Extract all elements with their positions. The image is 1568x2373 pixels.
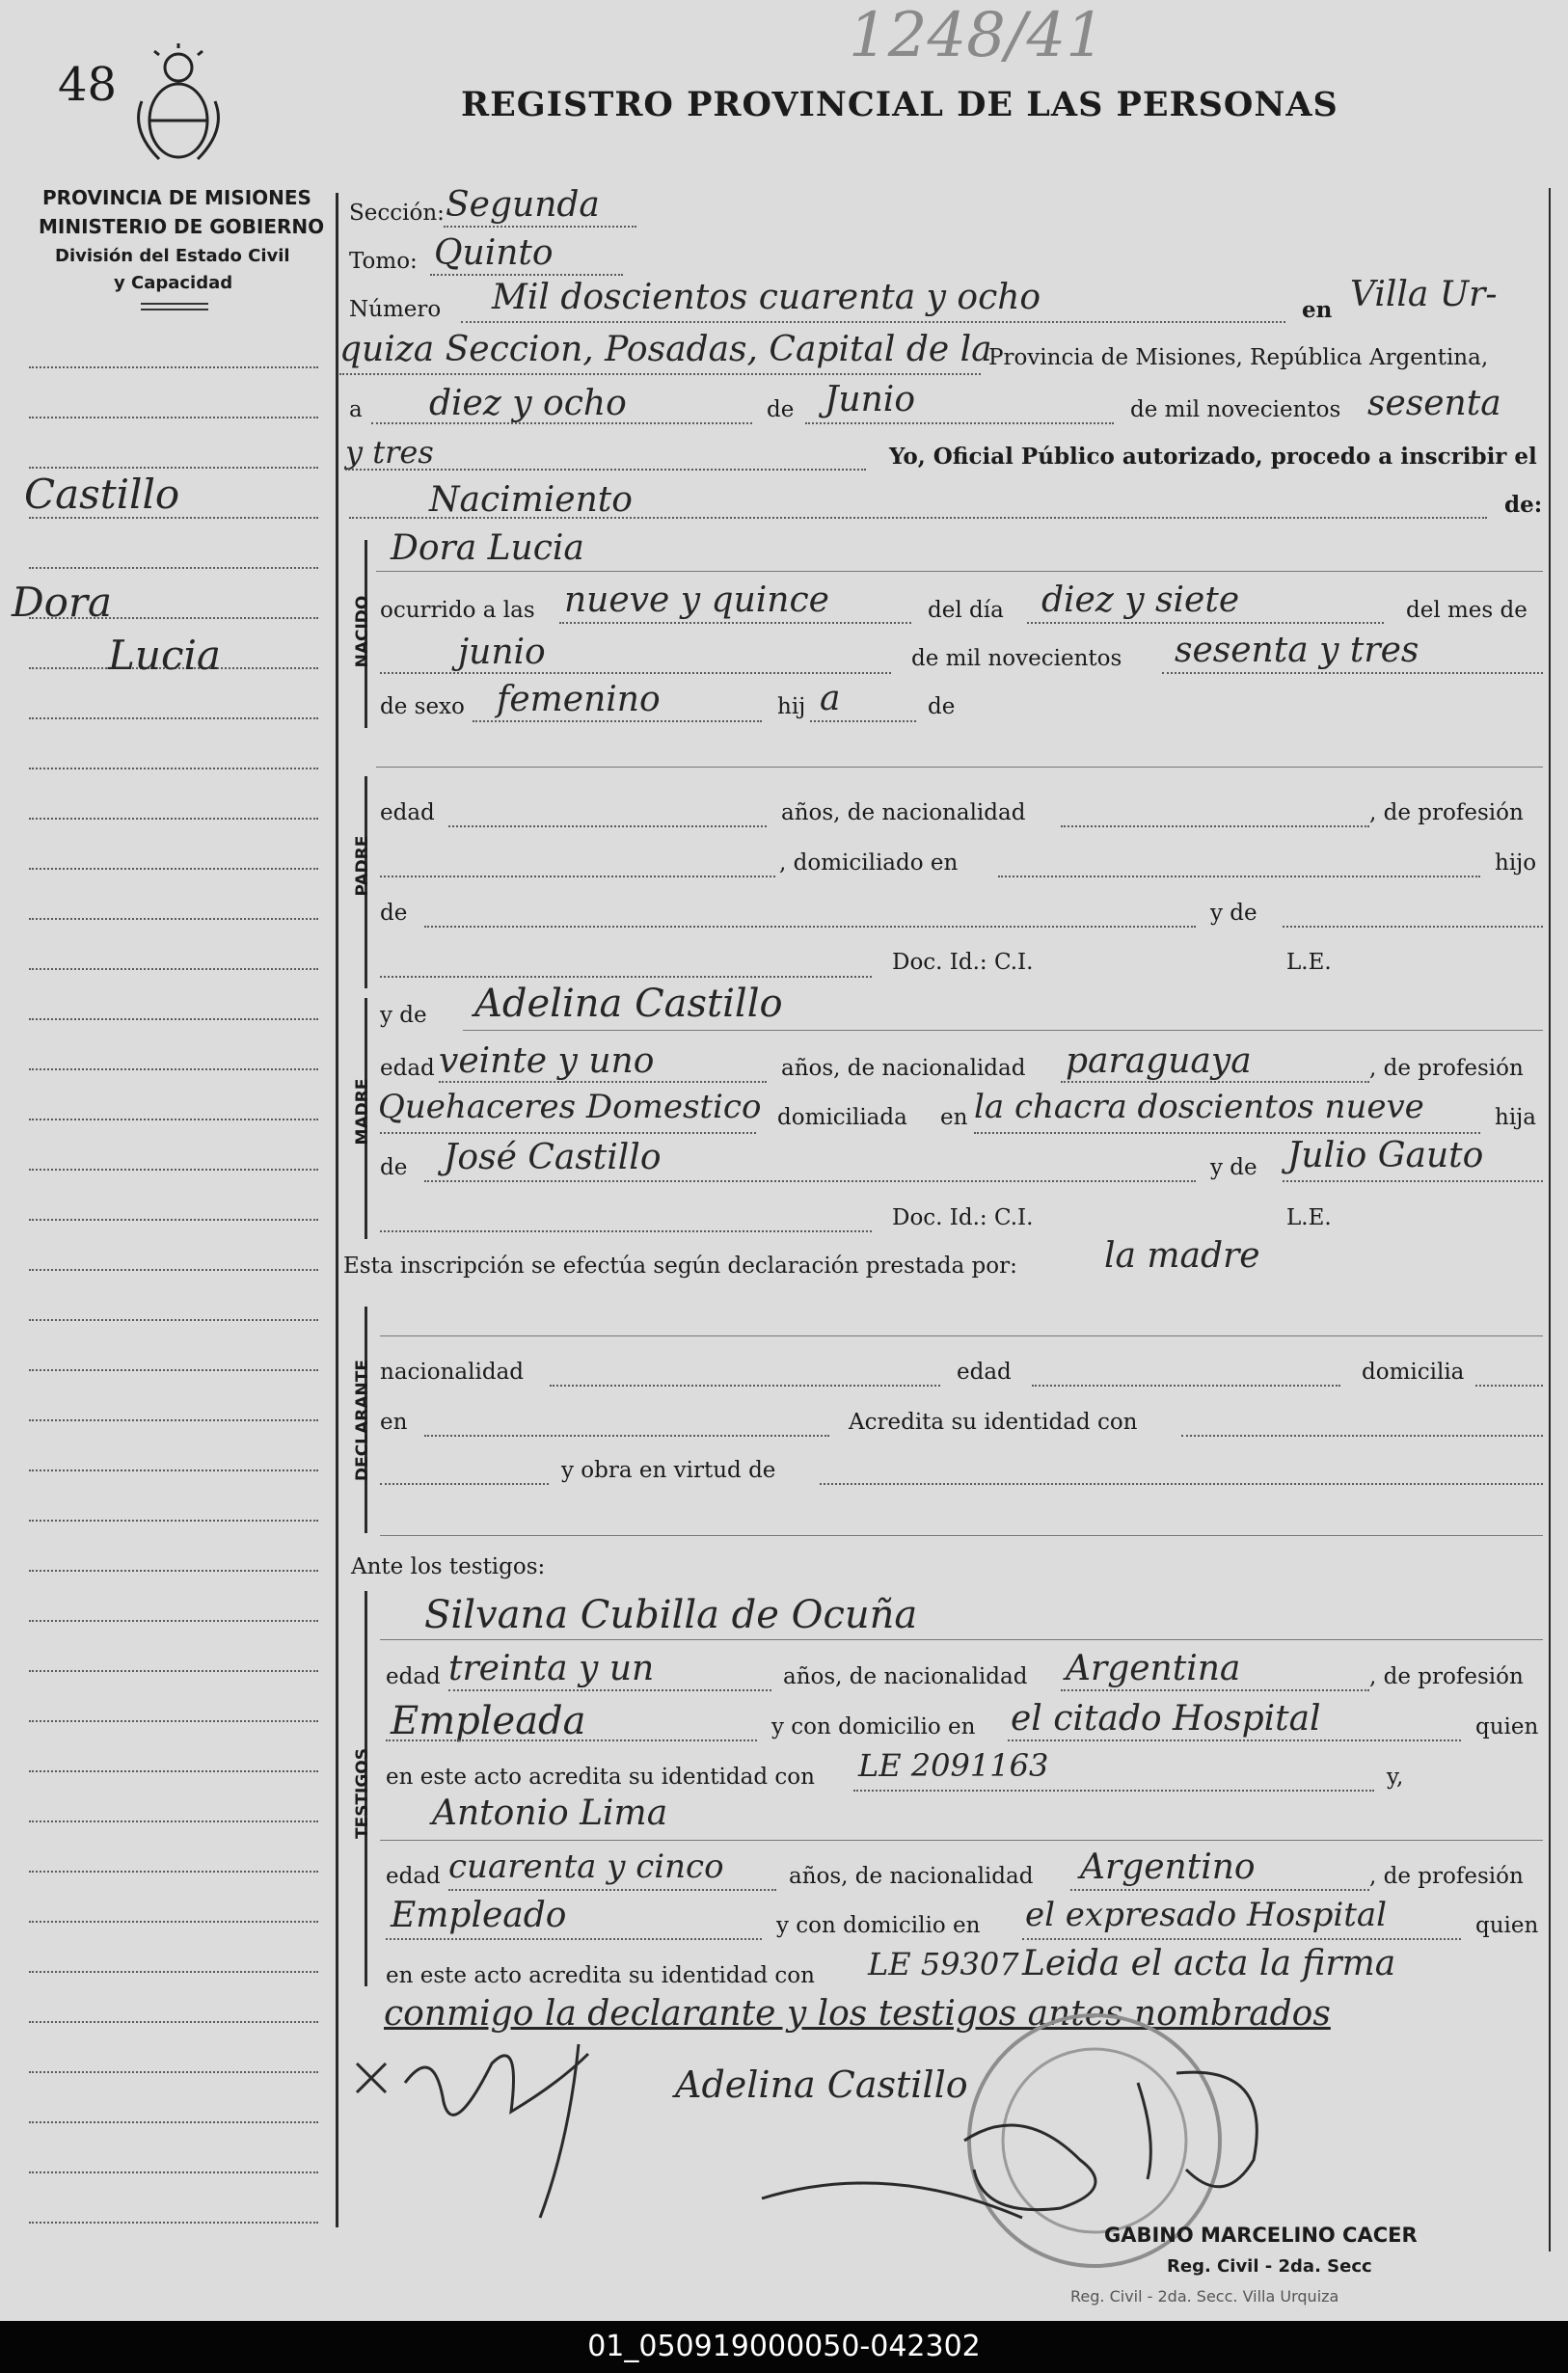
value-mes-nac: junio [458,633,546,672]
official-line-3: Reg. Civil - 2da. Secc. Villa Urquiza [1070,2287,1339,2306]
label-testigo1-acredita: en este acto acredita su identidad con [386,1765,815,1790]
value-testigo1-nombre: Silvana Cubilla de Ocuña [424,1593,918,1637]
dots-hij [810,720,916,722]
line-declarante-end [380,1535,1543,1536]
margin-rule [29,818,318,820]
label-testigo2-quien: quien [1475,1913,1539,1938]
margin-rule [29,2071,318,2073]
dots-padre-firma [380,976,872,978]
label-numero: Número [349,297,442,322]
label-del-dia: del día [928,598,1004,623]
value-madre-nombre: Adelina Castillo [474,982,783,1026]
dots-madre-nacionalidad [1061,1081,1369,1083]
dots-anio-2 [345,469,866,471]
value-anio-nac: sesenta y tres [1175,631,1419,670]
margin-rule [29,2021,318,2023]
section-nacido: NACIDO [353,595,372,668]
label-padre-domiciliado: , domiciliado en [779,850,959,876]
value-testigo1-nacionalidad: Argentina [1066,1649,1241,1688]
margin-rule [29,918,318,920]
dots-testigo2-nacionalidad [1070,1889,1369,1891]
value-testigo2-doc: LE 59307 [868,1946,1019,1982]
closing-line-1: Leida el acta la firma [1022,1944,1396,1983]
label-declarante-obra: y obra en virtud de [561,1458,776,1483]
margin-rule [29,1620,318,1622]
dots-padre-nacionalidad [1061,825,1369,827]
value-hij-suffix: a [820,679,841,718]
value-sexo: femenino [497,680,661,719]
margin-rule [29,1068,318,1070]
dots-testigo2-domicilio [1022,1938,1461,1940]
label-madre-nacionalidad: años, de nacionalidad [781,1056,1026,1081]
value-madre-padre: José Castillo [444,1138,662,1177]
dots-testigo1-doc [853,1790,1374,1792]
section-madre: MADRE [353,1078,372,1146]
margin-rule [29,768,318,769]
value-acta-tipo: Nacimiento [429,480,633,520]
dots-numero [461,321,1285,323]
main-divider [336,193,338,2227]
dots-padre-domicilio [998,876,1480,877]
value-madre-madre: Julio Gauto [1287,1136,1484,1175]
margin-rule [29,1971,318,1973]
dots-testigo1-edad [448,1689,771,1691]
label-de-colon: de: [1504,492,1543,518]
dots-testigo2-profesion [386,1938,762,1940]
right-edge-line [1549,188,1551,2252]
value-testigo2-profesion: Empleado [391,1896,567,1935]
dots-madre-profesion [380,1132,756,1134]
dots-declarante-edad [1032,1385,1340,1387]
label-madre-le: L.E. [1286,1205,1332,1230]
margin-rule [29,868,318,870]
label-provincia: Provincia de Misiones, República Argentina, [988,345,1489,370]
label-testigo1-y: y, [1387,1765,1404,1790]
dots-seccion [444,226,636,228]
label-testigo1-edad: edad [386,1664,441,1689]
label-declarante-edad: edad [957,1360,1012,1385]
label-testigo2-profesion: , de profesión [1369,1864,1524,1889]
label-padre-y-de: y de [1210,901,1257,926]
value-tomo: Quinto [434,233,554,273]
dots-padre-de [424,926,1196,928]
margin-rule [29,1670,318,1672]
label-de-fecha: de [767,397,795,422]
closing-line-2: conmigo la declarante y los testigos antes nombrados [384,1994,1331,2034]
section-testigos: TESTIGOS [353,1747,372,1840]
label-madre-doc: Doc. Id.: C.I. [892,1205,1034,1230]
label-declarante-en: en [380,1410,408,1435]
margin-rule [29,1720,318,1722]
agency-line-4: y Capacidad [114,273,233,293]
agency-line-3: División del Estado Civil [55,246,290,266]
value-dia-nac: diez y siete [1041,580,1240,620]
dots-anio-nac [1162,672,1543,674]
label-padre-le: L.E. [1286,950,1332,975]
value-testigo1-edad: treinta y un [448,1649,655,1688]
dots-declarante-nacionalidad [550,1385,940,1387]
value-testigo1-profesion: Empleada [391,1699,586,1743]
line-declarante-1 [380,1335,1543,1336]
label-testigo2-acredita: en este acto acredita su identidad con [386,1963,815,1988]
dots-dia [371,422,752,424]
margin-rule [29,1921,318,1923]
label-testigo1-profesion: , de profesión [1369,1664,1524,1689]
value-anio-2: y tres [345,434,434,471]
label-testigo1-nacionalidad: años, de nacionalidad [783,1664,1028,1689]
value-testigo2-nacionalidad: Argentino [1080,1847,1256,1887]
label-hij: hij [777,694,806,719]
dots-padre-edad [448,825,767,827]
margin-rule [29,1269,318,1271]
label-del-mes: del mes de [1406,598,1527,623]
label-testigo2-edad: edad [386,1864,441,1889]
margin-rule [29,1219,318,1221]
label-de-mil: de mil novecientos [1130,397,1341,422]
official-line-2: Reg. Civil - 2da. Secc [1167,2256,1372,2277]
label-padre-nacionalidad: años, de nacionalidad [781,800,1026,825]
file-id-footer: 01_050919000050-042302 [0,2321,1568,2373]
label-seccion: Sección: [349,201,445,226]
label-esta-inscripcion: Esta inscripción se efectúa según declaración prestada por: [343,1254,1017,1279]
signature-marks [347,2025,1408,2247]
dots-padre-y-de [1283,926,1543,928]
margin-rule [29,417,318,418]
dots-madre-domicilio [974,1132,1480,1134]
margin-surname: Castillo [24,471,180,518]
label-declarante-acredita: Acredita su identidad con [849,1410,1138,1435]
agency-line-2: MINISTERIO DE GOBIERNO [39,215,325,238]
margin-rule [29,467,318,469]
label-madre-y-de: y de [380,1003,427,1028]
margin-rule [29,1520,318,1522]
section-declarante: DECLARANTE [353,1360,372,1481]
margin-rule [29,717,318,719]
dots-dia-nac [1027,622,1384,624]
line-madre-nombre [463,1030,1543,1031]
official-name: GABINO MARCELINO CACER [1104,2224,1418,2247]
label-yo: Yo, Oficial Público autorizado, procedo a inscribir el [889,444,1537,470]
value-madre-edad: veinte y uno [439,1041,655,1081]
dots-madre-firma [380,1230,872,1232]
margin-rule [29,567,318,569]
section-padre: PADRE [353,835,372,897]
value-lugar-2: quiza Seccion, Posadas, Capital de la [339,330,992,369]
dots-madre-madre [1283,1180,1543,1182]
margin-name-2: Lucia [108,632,221,679]
dots-declarante-acredita [1181,1435,1543,1437]
value-seccion: Segunda [446,185,600,225]
dots-testigo1-domicilio [1008,1739,1461,1741]
margin-rule [29,1770,318,1772]
dots-mes-nac [380,672,891,674]
label-madre-y-de-2: y de [1210,1155,1257,1180]
margin-rule [29,1369,318,1371]
value-testigo2-nombre: Antonio Lima [432,1793,668,1833]
line-nacido-end [376,767,1543,768]
dots-sexo [473,720,762,722]
dots-testigo2-edad [448,1889,776,1891]
label-de-sexo: de sexo [380,694,465,719]
value-testigo1-domicilio: el citado Hospital [1011,1699,1321,1739]
dots-testigo1-profesion [386,1739,757,1741]
value-hora: nueve y quince [564,580,829,620]
label-padre-de: de [380,901,408,926]
value-anio-1: sesenta [1367,384,1501,423]
page-number: 48 [58,58,118,112]
value-testigo2-domicilio: el expresado Hospital [1025,1896,1388,1934]
dots-declarante-domicilia [1475,1385,1543,1387]
label-declarante-domicilia: domicilia [1362,1360,1465,1385]
margin-rule [29,968,318,970]
margin-rule [29,1470,318,1471]
archive-reference: 1248/41 [849,0,1105,71]
label-madre-edad: edad [380,1056,435,1081]
margin-rule [29,366,318,368]
document-title: REGISTRO PROVINCIAL DE LAS PERSONAS [461,85,1338,124]
margin-rule [29,1119,318,1120]
dots-testigo1-nacionalidad [1061,1689,1369,1691]
label-madre-profesion: , de profesión [1369,1056,1524,1081]
label-tomo: Tomo: [349,249,418,274]
value-madre-domicilio: la chacra doscientos nueve [974,1088,1424,1126]
agency-line-1: PROVINCIA DE MISIONES [42,186,311,209]
label-de-nacido: de [928,694,956,719]
label-testigo1-domicilio: y con domicilio en [771,1714,976,1739]
agency-underline-2 [141,309,208,310]
label-en: en [1302,297,1333,323]
label-ocurrido: ocurrido a las [380,598,535,623]
label-de-mil-2: de mil novecientos [911,646,1122,671]
national-coat-of-arms [130,43,227,169]
dots-hora [559,622,911,624]
label-padre-hijo: hijo [1495,850,1537,876]
margin-rule [29,1820,318,1822]
margin-rule [29,2222,318,2224]
dots-madre-padre [424,1180,1196,1182]
label-madre-domiciliada: domiciliada [777,1105,907,1130]
margin-rule [29,2121,318,2123]
label-padre-doc: Doc. Id.: C.I. [892,950,1034,975]
margin-rule [29,1018,318,1020]
line-testigo1-nombre [380,1639,1543,1640]
value-lugar-1: Villa Ur- [1350,275,1498,314]
dots-padre-profesion [380,876,775,877]
value-testigo2-edad: cuarenta y cinco [448,1847,724,1886]
label-testigo1-quien: quien [1475,1714,1539,1739]
line-nombre [376,571,1543,572]
margin-name-1: Dora [12,579,113,626]
label-ante-testigos: Ante los testigos: [351,1554,546,1579]
margin-rule [29,1319,318,1321]
label-testigo2-domicilio: y con domicilio en [776,1913,981,1938]
value-numero: Mil doscientos cuarenta y ocho [492,278,1041,317]
dots-acta-tipo [349,517,1487,519]
margin-rule [29,1169,318,1171]
label-padre-edad: edad [380,800,435,825]
label-madre-en: en [940,1105,968,1130]
label-padre-profesion: , de profesión [1369,800,1524,825]
line-testigo2-nombre [380,1840,1543,1841]
dots-declarante-obra-pre [380,1483,549,1485]
agency-underline [141,303,208,305]
value-declarante: la madre [1104,1236,1260,1276]
label-madre-hija: hija [1495,1105,1537,1130]
dots-mes [805,422,1114,424]
dots-madre-edad [439,1081,767,1083]
label-madre-de: de [380,1155,408,1180]
dots-tomo [430,274,623,276]
dots-declarante-en [424,1435,829,1437]
label-a: a [349,397,363,422]
margin-rule [29,1570,318,1572]
dots-declarante-obra [820,1483,1543,1485]
value-madre-nacionalidad: paraguaya [1066,1041,1252,1081]
dots-lugar-2 [339,373,981,375]
value-mes: Junio [825,380,915,419]
value-dia: diez y ocho [429,384,627,423]
value-madre-profesion: Quehaceres Domestico [378,1088,762,1126]
margin-rule [29,2171,318,2173]
margin-rule [29,1419,318,1421]
value-testigo1-doc: LE 2091163 [858,1747,1049,1784]
value-nombre: Dora Lucia [391,528,584,568]
label-declarante-nacionalidad: nacionalidad [380,1360,525,1385]
label-testigo2-nacionalidad: años, de nacionalidad [789,1864,1034,1889]
signature-madre: Adelina Castillo [675,2063,968,2106]
margin-rule [29,1871,318,1873]
